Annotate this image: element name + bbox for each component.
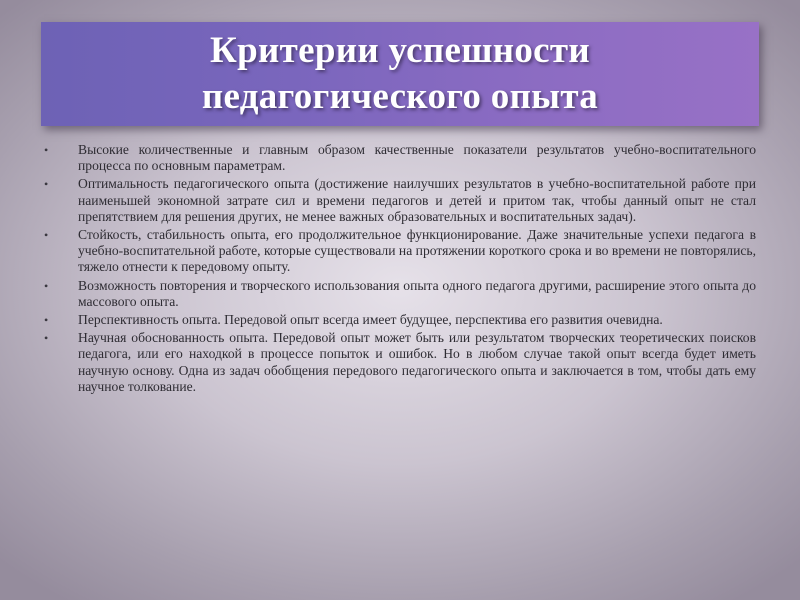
slide-title-line-2: педагогического опыта: [201, 76, 599, 117]
bullet-item-repeatability: [44, 278, 756, 310]
bullet-icon: •: [44, 177, 49, 192]
bullet-item-scientific-basis: [44, 330, 756, 395]
bullet-icon: •: [44, 143, 49, 157]
bullet-text: Перспективность опыта. Передовой опыт всегда имеет будущее, перспектива его развития очевидна.: [78, 312, 663, 328]
bullet-item-optimality: [44, 176, 756, 225]
bullet-item-stability: [44, 227, 756, 276]
bullet-icon: •: [44, 331, 49, 346]
bullet-text: Возможность повторения и творческого использования опыта одного педагога другими, расширение этого опыта до массового опыта.: [78, 277, 756, 309]
bullet-icon: •: [44, 228, 49, 243]
bullet-text: Оптимальность педагогического опыта (достижение наилучших результатов в учебно-воспитательной работе при наименьшей экономной затрате сил и времени педагогов и детей и притом так, чтобы данный опыт не стал препятствием для решения других, не менее важных образовательных и воспитательных задач).: [78, 176, 756, 224]
bullet-item-perspective: [44, 312, 756, 328]
bullet-icon: •: [44, 313, 49, 328]
bullet-item-results: [44, 142, 756, 174]
bullet-text: Научная обоснованность опыта. Передовой опыт может быть или результатом творческих теоретических поисков педагога, или его находкой в процессе попыток и ошибок. Но в любом случае такой опыт всегда будет иметь научную основу. Одна из задач обобщения передового педагогического опыта и заключается в том, чтобы дать ему научное толкование.: [78, 330, 756, 394]
bullet-icon: •: [44, 278, 49, 293]
title-banner: [41, 22, 759, 126]
bullet-text: Стойкость, стабильность опыта, его продолжительное функционирование. Даже значительные успехи педагога в учебно-воспитательной работе, которые существовали на протяжении короткого срока и во времени не повторялись, тяжело отнести к передовому опыту.: [78, 227, 756, 275]
slide-title-line-1: Критерии успешности: [210, 30, 590, 71]
bullet-list: [44, 142, 756, 397]
bullet-text: Высокие количественные и главным образом качественные показатели результатов учебно-воспитательного процесса по основным параметрам.: [78, 142, 756, 174]
